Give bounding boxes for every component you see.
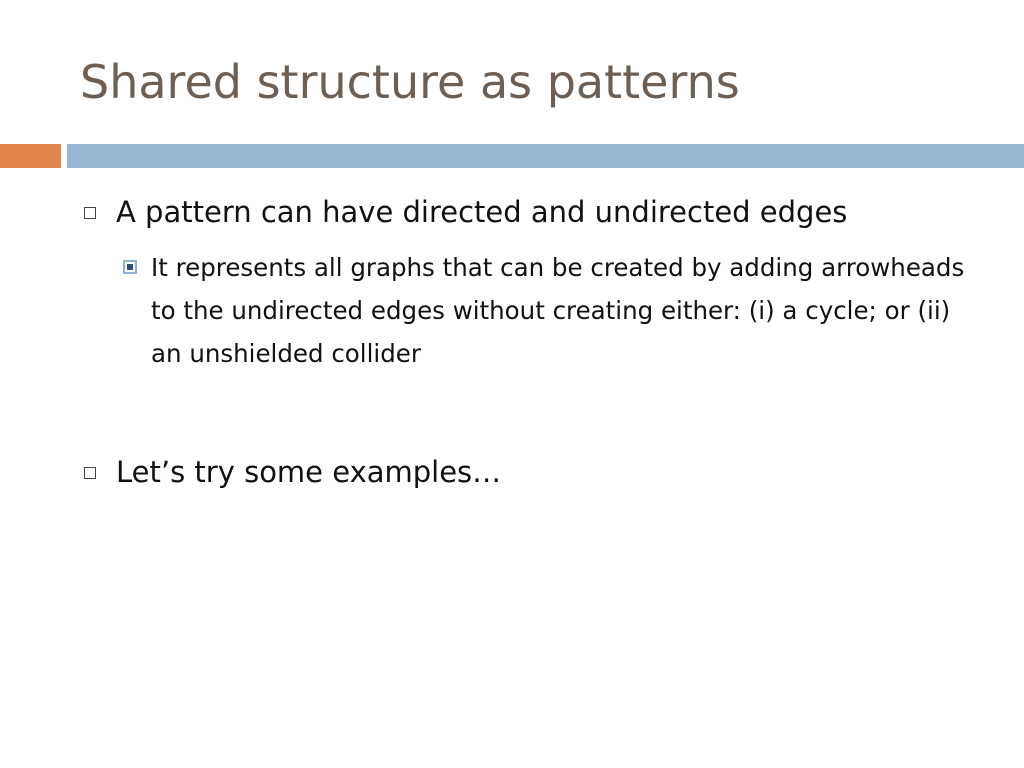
sub-bullet-text-1: It represents all graphs that can be created by adding arrowheads to the undirected edges without creating either: (i) a cycle; or (ii) an unshielded collider [151, 253, 965, 368]
filled-square-bullet-icon [123, 260, 137, 274]
slide-title: Shared structure as patterns [80, 55, 740, 109]
bullet-item-2 [84, 453, 501, 491]
hollow-square-bullet-icon [84, 207, 96, 219]
hollow-square-bullet-icon [84, 467, 96, 479]
sub-bullet-item-1 [123, 246, 983, 375]
bullet-text-2: Let’s try some examples… [116, 455, 502, 489]
bullet-item-1 [84, 193, 847, 231]
accent-bar-blue [67, 144, 1024, 168]
bullet-text-1: A pattern can have directed and undirected edges [116, 195, 848, 229]
accent-bar-orange [0, 144, 61, 168]
